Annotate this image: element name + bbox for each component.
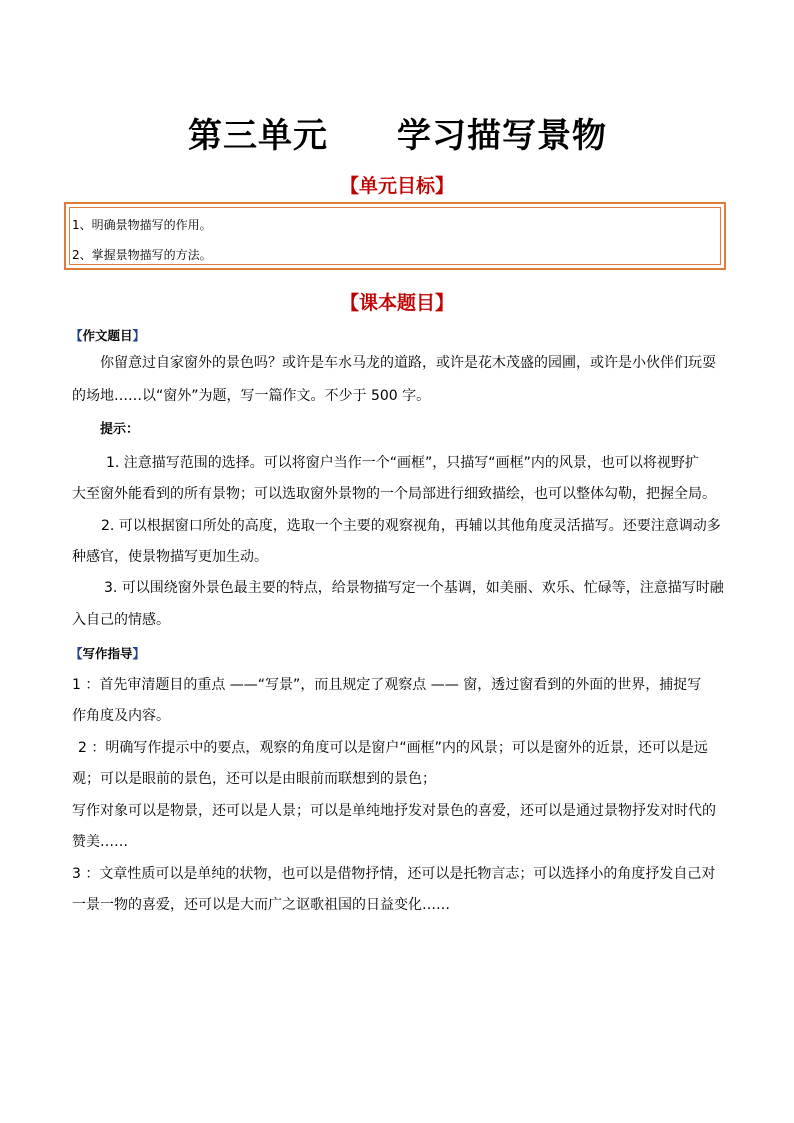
textbook-heading: 【课本题目】 [339, 292, 454, 314]
guide-line: 写作对象可以是物景，还可以是人景；可以是单纯地抒发对景色的喜爱，还可以是通过景物抒发对时代的 [72, 803, 716, 819]
guide-line: 2 ：明确写作提示中的要点，观察的角度可以是窗户“画框”内的风景；可以是窗外的近景，还可以是远 [78, 740, 708, 756]
guide-line: 观；可以是眼前的景色，还可以是由眼前而联想到的景色； [72, 771, 436, 787]
guide-heading-text: 写作指导 [82, 646, 133, 661]
hint-line: 大至窗外能看到的所有景物；可以选取窗外景物的一个局部进行细致描绘，也可以整体勾勒，把握全局。 [72, 486, 716, 502]
left-bracket: 【 [70, 646, 83, 661]
guide-line: 作角度及内容。 [72, 708, 170, 724]
right-bracket: 】 [132, 328, 146, 343]
hint-line: 种感官，使景物描写更加生动。 [72, 549, 268, 565]
guide-line: 一景一物的喜爱，还可以是大而广之讴歌祖国的日益变化…… [72, 897, 450, 913]
guide-line: 1 ：首先审清题目的重点 ——“写景”，而且规定了观察点 —— 窗，透过窗看到的外面的世界，捕捉写 [72, 677, 702, 693]
hint-line: 1. 注意描写范围的选择。可以将窗户当作一个“画框”，只描写“画框”内的风景，也可以将视野扩 [106, 455, 699, 471]
left-bracket: 【 [70, 328, 83, 343]
unit-goal-item: 1、明确景物描写的作用。 [72, 218, 212, 232]
guide-line: 赞美…… [72, 834, 128, 850]
hint-line: 2. 可以根据窗口所处的高度，选取一个主要的观察视角，再辅以其他角度灵活描写。还要注意调动多 [101, 518, 721, 534]
guide-line: 3 ：文章性质可以是单纯的状物，也可以是借物抒情，还可以是托物言志；可以选择小的角度抒发自己对 [72, 866, 716, 882]
unit-goal-heading: 【单元目标】 [339, 175, 454, 197]
right-bracket: 】 [132, 646, 146, 661]
hint-line: 入自己的情感。 [72, 612, 170, 628]
guide-heading [70, 644, 145, 662]
essay-topic-heading [70, 326, 145, 344]
essay-topic-heading-text: 作文题目 [82, 328, 133, 343]
hints-label: 提示： [100, 422, 140, 437]
title-part2: 学习描写景物 [397, 116, 607, 156]
title-part1: 第三单元 [188, 116, 328, 156]
hint-line: 3. 可以围绕窗外景色最主要的特点，给景物描写定一个基调，如美丽、欢乐、忙碌等，注意描写时融 [104, 580, 724, 596]
essay-topic-line: 的场地……以“窗外”为题，写一篇作文。不少于 500 字。 [72, 388, 431, 404]
essay-topic-line: 你留意过自家窗外的景色吗？或许是车水马龙的道路，或许是花木茂盛的园圃，或许是小伙伴们玩耍 [100, 355, 716, 371]
unit-goal-item: 2、掌握景物描写的方法。 [72, 248, 212, 262]
